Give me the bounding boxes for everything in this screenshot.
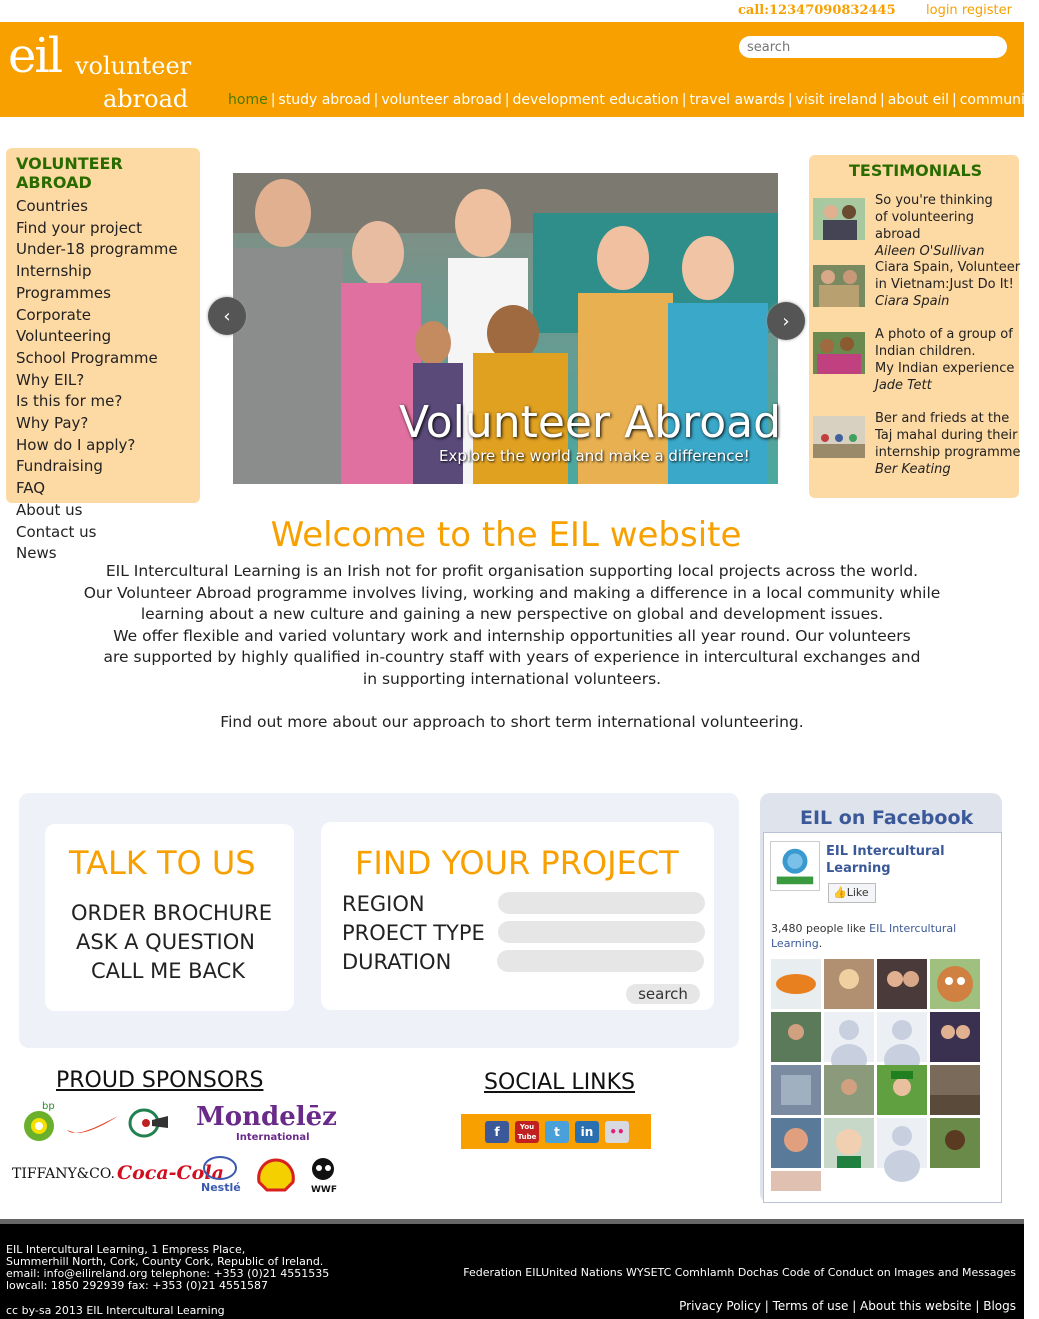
chevron-right-icon: › [782, 310, 790, 332]
order-brochure-link[interactable]: ORDER BROCHURE [71, 901, 273, 925]
youtube-icon[interactable]: You Tube [515, 1121, 539, 1143]
project-type-select[interactable] [498, 921, 705, 943]
duration-label: DURATION [342, 950, 452, 974]
flickr-icon[interactable]: •• [605, 1121, 629, 1143]
cadbury-logo[interactable] [126, 1106, 170, 1140]
register-link[interactable]: register [961, 3, 1012, 18]
sponsor-logos [10, 1100, 350, 1200]
tiffany-logo[interactable]: TIFFANY&CO. [12, 1166, 115, 1182]
call-me-back-link[interactable]: CALL ME BACK [91, 959, 246, 983]
fan-avatar[interactable] [824, 1012, 874, 1062]
testimonials-panel: TESTIMONIALS So you're thinking of volunteering abroad Aileen O'Sullivan Ciara Spain, Volunteer in Vietnam:Just Do It! Ciara Spain A photo of a group of Indian children. My Indian experience Jade Tett Ber and frieds at the Taj mahal during their internship programme Ber Keating [809, 155, 1019, 498]
sidebar-item-is-this-for-me[interactable]: Is this for me? [16, 392, 123, 411]
fan-avatar[interactable] [877, 1118, 927, 1168]
testimonial-thumbnail [813, 198, 865, 240]
sidebar-item-countries[interactable]: Countries [16, 197, 88, 215]
fan-avatar[interactable] [930, 959, 980, 1009]
fan-avatar[interactable] [877, 1065, 927, 1115]
about-website-link[interactable]: About this website [860, 1299, 972, 1313]
facebook-title: EIL on Facebook [800, 807, 974, 829]
fan-avatar[interactable] [771, 959, 821, 1009]
wwf-logo[interactable] [308, 1156, 338, 1194]
fan-avatar[interactable] [771, 1118, 821, 1168]
ask-question-link[interactable]: ASK A QUESTION [76, 930, 255, 954]
talk-to-us-card [45, 824, 294, 1011]
terms-of-use-link[interactable]: Terms of use [772, 1299, 849, 1313]
welcome-body: EIL Intercultural Learning is an Irish not for profit organisation supporting local projects across the world. Our Volunteer Abroad programme involves living, working and making a difference in a local community while learning about a new culture and gaining a new perspective on global and development issues. We offer flexible and varied voluntary work and internship opportunities all year round. Our volunteers are supported by highly qualified in-country staff with years of experience in intercultural exchanges and in supporting international volunteers. [83, 562, 941, 688]
nike-logo[interactable] [65, 1110, 120, 1138]
hero-slider[interactable] [233, 173, 782, 484]
sidebar-item-faq[interactable]: FAQ [16, 479, 46, 498]
sidebar-item-news[interactable]: News [16, 544, 57, 563]
nav-community[interactable]: community [959, 92, 1039, 108]
nav-travel-awards[interactable]: travel awards [689, 92, 785, 108]
testimonials-title: TESTIMONIALS [849, 161, 983, 180]
linkedin-icon[interactable]: in [575, 1121, 599, 1143]
nav-about-eil[interactable]: about eil [887, 92, 949, 108]
facebook-widget [760, 793, 1002, 1203]
sidebar-item-contact-us[interactable]: Contact us [16, 522, 97, 541]
account-links [926, 3, 1012, 18]
region-label: REGION [342, 892, 425, 916]
testimonial-thumbnail [813, 416, 865, 458]
welcome-title: Welcome to the EIL website [270, 515, 742, 555]
main-nav: home | study abroad | volunteer abroad | development education | travel awards | visit ireland | about eil | community [228, 92, 1039, 108]
facebook-page-name[interactable]: EIL Intercultural Learning [826, 844, 945, 876]
slider-next-button[interactable] [767, 302, 805, 340]
find-project-card [321, 822, 714, 1010]
facebook-icon[interactable]: f [485, 1121, 509, 1143]
volunteer-sidebar [6, 148, 200, 563]
contact-panel [19, 793, 739, 1048]
sidebar-item-under-18[interactable]: Under-18 programme [16, 240, 178, 259]
coca-cola-logo[interactable]: Coca-Cola [117, 1162, 224, 1184]
facebook-like-count: 3,480 people like EIL Intercultural Learning. [771, 922, 957, 950]
welcome-section [0, 515, 1024, 731]
fan-avatar[interactable] [771, 1171, 821, 1191]
slider-title: Volunteer Abroad [399, 397, 782, 448]
sidebar-item-why-pay[interactable]: Why Pay? [16, 414, 89, 433]
footer-address: EIL Intercultural Learning, 1 Empress Place, Summerhill North, Cork, County Cork, Republic of Ireland. email: info@eilireland.org telephone: +353 (0)21 4551535 lowcall: 1850 292939 fax: +353 (0)21 4551587 [6, 1243, 330, 1292]
sidebar-item-corporate[interactable]: Corporate Volunteering [16, 305, 112, 346]
facebook-likebox [763, 832, 1002, 1203]
sidebar-item-how-apply[interactable]: How do I apply? [16, 435, 136, 454]
search-input[interactable] [739, 36, 1007, 58]
fan-avatar[interactable] [930, 1118, 980, 1168]
footer-links: Privacy Policy | Terms of use | About this website | Blogs [679, 1299, 1016, 1313]
fan-avatar[interactable] [824, 1118, 874, 1168]
fan-avatar[interactable] [930, 1065, 980, 1115]
sidebar-item-internship[interactable]: Internship Programmes [16, 262, 111, 302]
nav-home[interactable]: home [228, 92, 268, 108]
shell-logo[interactable] [255, 1158, 297, 1192]
call-number: call:12347090832445 [738, 3, 896, 18]
sponsors-title: PROUD SPONSORS [56, 1068, 264, 1093]
search-button[interactable]: search [626, 984, 700, 1004]
svg-text:WWF: WWF [311, 1185, 338, 1195]
site-header [0, 22, 1039, 117]
sidebar-item-fundraising[interactable]: Fundraising [16, 457, 103, 476]
sidebar-item-about-us[interactable]: About us [16, 500, 83, 519]
find-title: FIND YOUR PROJECT [355, 844, 679, 882]
footer-partners[interactable]: Federation EILUnited Nations WYSETC Comhlamh Dochas Code of Conduct on Images and Messages [463, 1266, 1016, 1279]
testimonial-thumbnail [813, 265, 865, 307]
login-link[interactable]: login [926, 3, 958, 18]
privacy-policy-link[interactable]: Privacy Policy [679, 1299, 761, 1313]
nav-visit-ireland[interactable]: visit ireland [795, 92, 878, 108]
project-type-label: PROECT TYPE [342, 921, 485, 945]
fan-avatar[interactable] [824, 959, 874, 1009]
testimonial-thumbnail [813, 332, 865, 374]
mondelez-logo[interactable]: Mondelēz [196, 1102, 337, 1132]
svg-text:Nestlé: Nestlé [201, 1181, 241, 1194]
slider-subtitle: Explore the world and make a difference! [439, 447, 750, 465]
fan-avatar[interactable] [824, 1065, 874, 1115]
svg-text:bp: bp [42, 1101, 55, 1112]
nav-development-education[interactable]: development education [512, 92, 679, 108]
social-links-bar [461, 1114, 651, 1149]
nestle-logo[interactable] [198, 1155, 242, 1193]
sidebar-item-why-eil[interactable]: Why EIL? [16, 370, 85, 389]
fan-avatar[interactable] [877, 959, 927, 1009]
fan-avatar[interactable] [771, 1012, 821, 1062]
top-strip [0, 0, 1024, 22]
sidebar-title: VOLUNTEER ABROAD [16, 154, 123, 192]
eil-logo[interactable]: eil volunteer abroad [8, 28, 192, 113]
bp-logo[interactable] [18, 1100, 60, 1144]
fan-avatar[interactable] [877, 1012, 927, 1062]
duration-select[interactable] [497, 950, 704, 972]
thumbs-up-icon: 👍 [833, 886, 847, 899]
blogs-link[interactable]: Blogs [983, 1299, 1016, 1313]
twitter-icon[interactable]: t [545, 1121, 569, 1143]
footer-copyright: cc by-sa 2013 EIL Intercultural Learning [6, 1304, 225, 1317]
nav-study-abroad[interactable]: study abroad [278, 92, 371, 108]
fan-avatar[interactable] [930, 1012, 980, 1062]
slider-prev-button[interactable] [208, 297, 246, 335]
nav-volunteer-abroad[interactable]: volunteer abroad [381, 92, 502, 108]
mondelez-sub: International [236, 1132, 310, 1143]
talk-title: TALK TO US [69, 844, 256, 882]
eil-facebook-logo[interactable] [770, 841, 820, 891]
sidebar-item-find-project[interactable]: Find your project [16, 218, 143, 237]
sidebar-item-school[interactable]: School Programme [16, 348, 158, 367]
site-footer [0, 1224, 1024, 1319]
chevron-left-icon: ‹ [223, 305, 231, 327]
region-select[interactable] [498, 892, 705, 914]
facebook-like-button[interactable]: 👍Like [828, 883, 876, 903]
find-out-more-link[interactable]: Find out more about our approach to short term international volunteering. [220, 712, 804, 731]
social-title: SOCIAL LINKS [484, 1070, 636, 1095]
fan-avatar[interactable] [771, 1065, 821, 1115]
